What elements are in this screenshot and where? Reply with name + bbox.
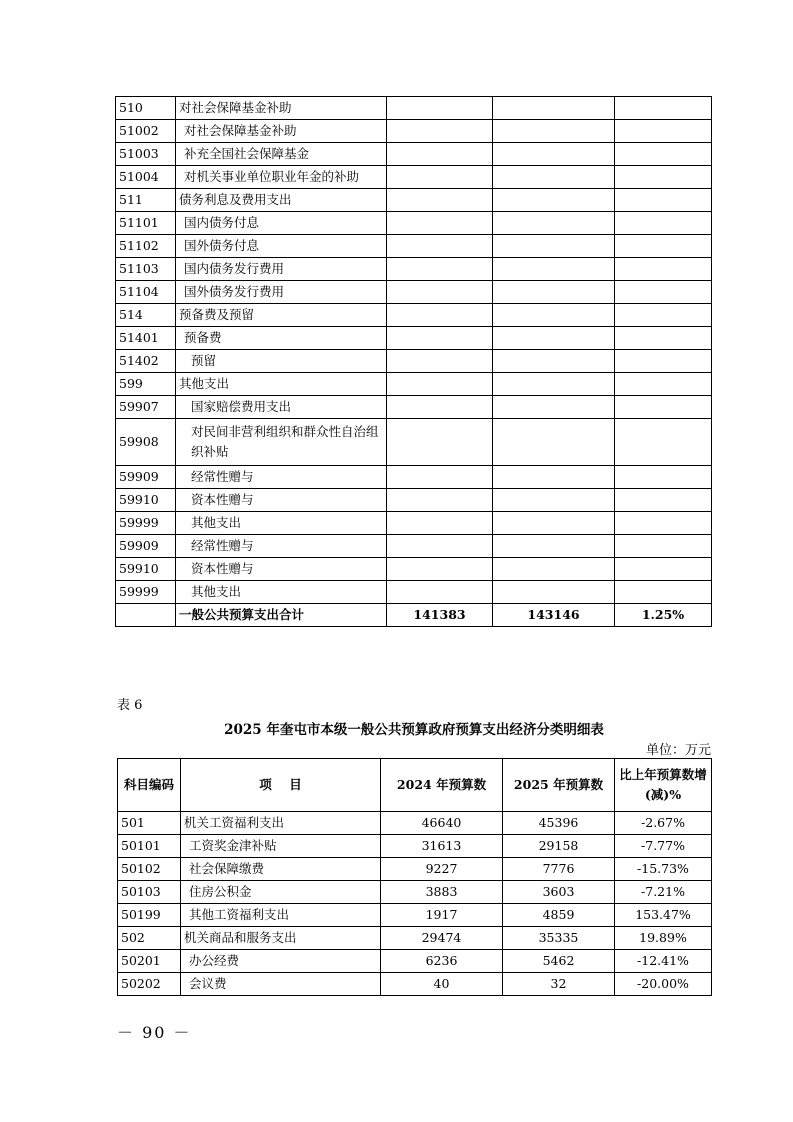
row-2024 (387, 97, 493, 120)
expenditure-table-continued (115, 96, 712, 627)
row-2025: 32 (503, 973, 615, 996)
table-row (116, 235, 712, 258)
table-row (118, 973, 712, 996)
row-2025: 3603 (503, 881, 615, 904)
row-change (615, 143, 712, 166)
row-2025: 29158 (503, 835, 615, 858)
header-2025: 2025 年预算数 (503, 759, 615, 812)
row-2025: 45396 (503, 812, 615, 835)
row-change (615, 212, 712, 235)
row-2024 (387, 581, 493, 604)
row-2024: 40 (381, 973, 503, 996)
row-code: 51104 (116, 281, 176, 304)
header-code: 科目编码 (118, 759, 181, 812)
row-name: 其他工资福利支出 (181, 904, 381, 927)
table-row (116, 166, 712, 189)
row-2025: 4859 (503, 904, 615, 927)
row-name: 住房公积金 (181, 881, 381, 904)
total-row (116, 604, 712, 627)
row-change (615, 489, 712, 512)
table-row (116, 373, 712, 396)
row-2024 (387, 512, 493, 535)
header-change: 比上年预算数增 (减)% (615, 759, 712, 812)
row-code: 510 (116, 97, 176, 120)
row-change (615, 258, 712, 281)
row-name: 债务利息及费用支出 (176, 189, 387, 212)
row-code: 59910 (116, 489, 176, 512)
row-code: 51004 (116, 166, 176, 189)
header-name: 项 目 (181, 759, 381, 812)
row-2024 (387, 212, 493, 235)
row-name: 对社会保障基金补助 (176, 120, 387, 143)
row-code: 502 (118, 927, 181, 950)
table-row (116, 97, 712, 120)
row-change (615, 373, 712, 396)
row-2024 (387, 396, 493, 419)
table-row (116, 120, 712, 143)
row-2024: 31613 (381, 835, 503, 858)
row-change: -2.67% (615, 812, 712, 835)
row-2024 (387, 373, 493, 396)
row-2025 (493, 166, 615, 189)
table-row (116, 419, 712, 466)
total-2024: 141383 (387, 604, 493, 627)
row-2025 (493, 466, 615, 489)
row-code: 51402 (116, 350, 176, 373)
row-change (615, 304, 712, 327)
row-code: 51102 (116, 235, 176, 258)
total-code (116, 604, 176, 627)
row-name: 资本性赠与 (176, 558, 387, 581)
row-2025 (493, 189, 615, 212)
row-change (615, 512, 712, 535)
row-2024 (387, 304, 493, 327)
row-change: 153.47% (615, 904, 712, 927)
row-name: 国家赔偿费用支出 (176, 396, 387, 419)
table-row (116, 212, 712, 235)
row-2025 (493, 535, 615, 558)
row-name: 国外债务发行费用 (176, 281, 387, 304)
table-header-row (118, 759, 712, 812)
row-2024 (387, 281, 493, 304)
row-code: 59910 (116, 558, 176, 581)
row-code: 50102 (118, 858, 181, 881)
table-title: 2025 年奎屯市本级一般公共预算政府预算支出经济分类明细表 (224, 722, 604, 738)
row-change (615, 120, 712, 143)
row-name: 对民间非营利组织和群众性自治组织补贴 (176, 419, 387, 466)
table-label: 表 6 (117, 698, 143, 713)
unit-label: 单位：万元 (645, 743, 711, 758)
row-code: 50202 (118, 973, 181, 996)
row-name: 其他支出 (176, 581, 387, 604)
table-row (116, 581, 712, 604)
row-2024: 29474 (381, 927, 503, 950)
row-2024: 6236 (381, 950, 503, 973)
row-name: 办公经费 (181, 950, 381, 973)
row-change: -15.73% (615, 858, 712, 881)
table-row (118, 927, 712, 950)
table-row (116, 258, 712, 281)
table-row (118, 858, 712, 881)
table-row (116, 281, 712, 304)
row-code: 50101 (118, 835, 181, 858)
row-2025: 5462 (503, 950, 615, 973)
row-name: 国内债务发行费用 (176, 258, 387, 281)
row-name: 工资奖金津补贴 (181, 835, 381, 858)
row-code: 51103 (116, 258, 176, 281)
row-change (615, 581, 712, 604)
row-2025 (493, 489, 615, 512)
row-code: 51003 (116, 143, 176, 166)
economic-classification-table (117, 758, 712, 996)
row-name: 资本性赠与 (176, 489, 387, 512)
row-2025 (493, 143, 615, 166)
row-change: -12.41% (615, 950, 712, 973)
row-2025 (493, 350, 615, 373)
row-2025 (493, 512, 615, 535)
row-code: 51101 (116, 212, 176, 235)
table-row (116, 327, 712, 350)
table-row (116, 304, 712, 327)
row-2024 (387, 120, 493, 143)
row-code: 511 (116, 189, 176, 212)
row-code: 59907 (116, 396, 176, 419)
table-row (118, 950, 712, 973)
table-row (116, 396, 712, 419)
table-row (118, 904, 712, 927)
row-change (615, 281, 712, 304)
row-name: 机关商品和服务支出 (181, 927, 381, 950)
row-2024: 9227 (381, 858, 503, 881)
total-label: 一般公共预算支出合计 (176, 604, 387, 627)
row-2024: 3883 (381, 881, 503, 904)
row-2025 (493, 281, 615, 304)
row-code: 50199 (118, 904, 181, 927)
row-code: 51002 (116, 120, 176, 143)
row-2024 (387, 327, 493, 350)
row-name: 预备费 (176, 327, 387, 350)
row-change (615, 419, 712, 466)
row-2024 (387, 350, 493, 373)
row-name: 国外债务付息 (176, 235, 387, 258)
row-code: 59909 (116, 466, 176, 489)
total-2025: 143146 (493, 604, 615, 627)
row-2024 (387, 258, 493, 281)
row-change (615, 350, 712, 373)
row-name: 经常性赠与 (176, 466, 387, 489)
row-2024 (387, 166, 493, 189)
table-row (116, 558, 712, 581)
row-2025 (493, 258, 615, 281)
row-code: 50103 (118, 881, 181, 904)
total-change: 1.25% (615, 604, 712, 627)
table-row (118, 812, 712, 835)
row-name: 其他支出 (176, 373, 387, 396)
table-row (116, 512, 712, 535)
row-2025: 7776 (503, 858, 615, 881)
row-2024 (387, 535, 493, 558)
row-name: 预备费及预留 (176, 304, 387, 327)
row-name: 其他支出 (176, 512, 387, 535)
row-change (615, 466, 712, 489)
row-change (615, 535, 712, 558)
table-row (116, 489, 712, 512)
row-change (615, 235, 712, 258)
row-2024 (387, 419, 493, 466)
row-code: 59999 (116, 581, 176, 604)
row-name: 预留 (176, 350, 387, 373)
row-change: -7.77% (615, 835, 712, 858)
row-change: -20.00% (615, 973, 712, 996)
row-2025 (493, 212, 615, 235)
row-2025 (493, 327, 615, 350)
row-code: 51401 (116, 327, 176, 350)
table-row (116, 350, 712, 373)
row-2024 (387, 558, 493, 581)
row-code: 599 (116, 373, 176, 396)
row-change: 19.89% (615, 927, 712, 950)
header-2024: 2024 年预算数 (381, 759, 503, 812)
row-name: 补充全国社会保障基金 (176, 143, 387, 166)
row-change (615, 327, 712, 350)
row-2025 (493, 581, 615, 604)
row-change (615, 97, 712, 120)
table-row (116, 143, 712, 166)
row-code: 514 (116, 304, 176, 327)
row-change (615, 558, 712, 581)
row-2024: 1917 (381, 904, 503, 927)
row-2025 (493, 235, 615, 258)
row-2025: 35335 (503, 927, 615, 950)
row-code: 501 (118, 812, 181, 835)
row-code: 50201 (118, 950, 181, 973)
row-name: 会议费 (181, 973, 381, 996)
row-2025 (493, 419, 615, 466)
row-change (615, 189, 712, 212)
row-change (615, 166, 712, 189)
row-2025 (493, 304, 615, 327)
row-2025 (493, 97, 615, 120)
row-code: 59908 (116, 419, 176, 466)
row-2025 (493, 120, 615, 143)
row-name: 机关工资福利支出 (181, 812, 381, 835)
row-change (615, 396, 712, 419)
row-2025 (493, 558, 615, 581)
row-2024 (387, 143, 493, 166)
row-2025 (493, 396, 615, 419)
table-row (116, 466, 712, 489)
row-name: 对机关事业单位职业年金的补助 (176, 166, 387, 189)
page-number: － 90 － (117, 1023, 192, 1042)
row-code: 59909 (116, 535, 176, 558)
row-change: -7.21% (615, 881, 712, 904)
row-2024 (387, 235, 493, 258)
row-code: 59999 (116, 512, 176, 535)
row-2024 (387, 189, 493, 212)
row-name: 对社会保障基金补助 (176, 97, 387, 120)
row-2024 (387, 489, 493, 512)
row-2024: 46640 (381, 812, 503, 835)
row-2025 (493, 373, 615, 396)
table-row (118, 881, 712, 904)
row-name: 经常性赠与 (176, 535, 387, 558)
row-2024 (387, 466, 493, 489)
table-row (116, 189, 712, 212)
row-name: 社会保障缴费 (181, 858, 381, 881)
table-row (118, 835, 712, 858)
row-name: 国内债务付息 (176, 212, 387, 235)
table-row (116, 535, 712, 558)
